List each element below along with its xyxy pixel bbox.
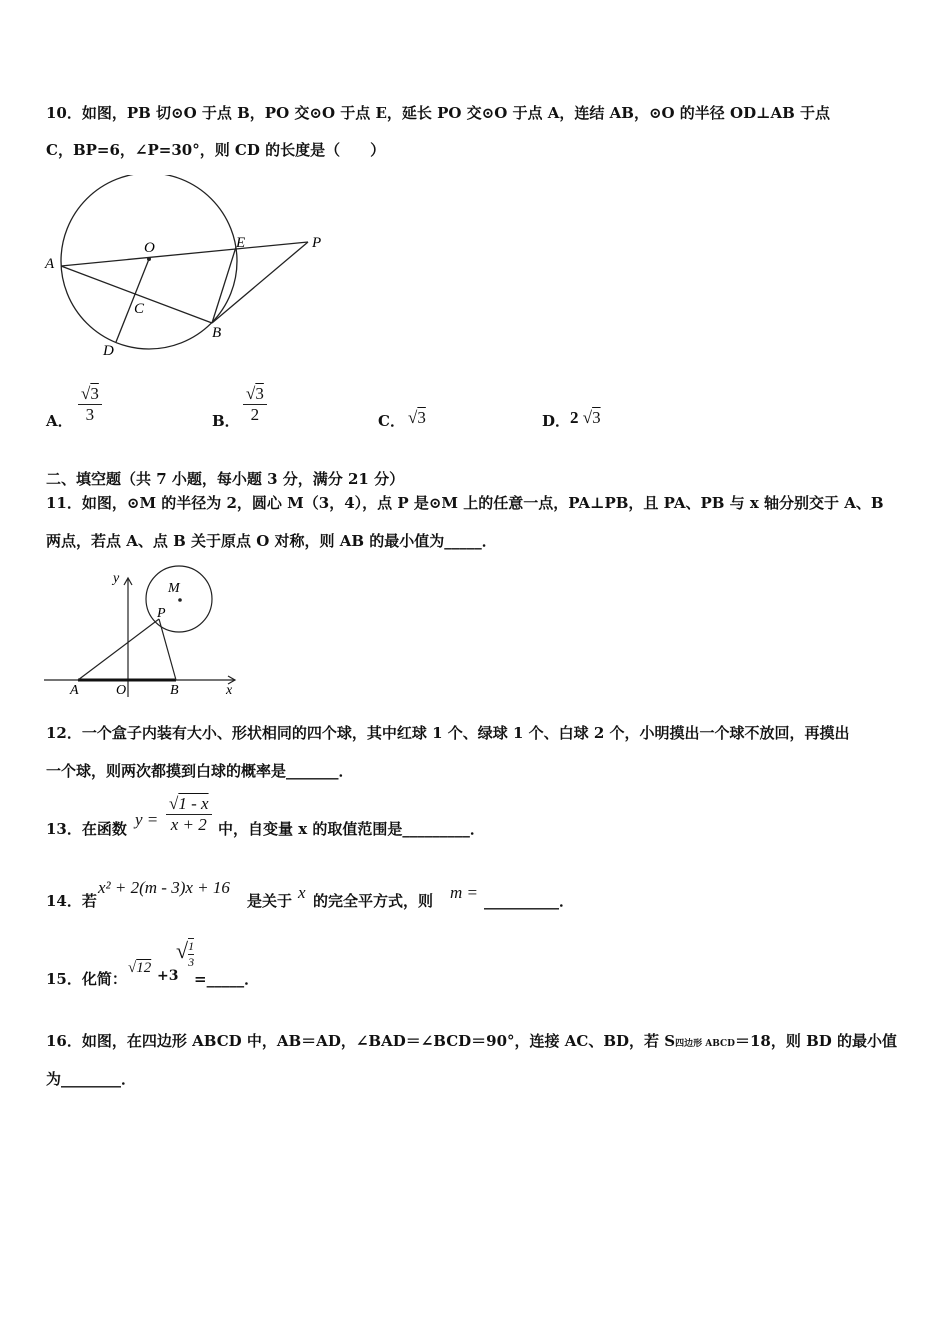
q11-text-line1: 11．如图，⊙M 的半径为 2，圆心 M（3，4），点 P 是⊙M 上的任意一点，PA⊥PB，且 PA、PB 与 x 轴分别交于 A、B [46, 494, 884, 512]
q15-fraction-radical: √ $\frac{1}{3}$ [176, 938, 195, 969]
q11-figure [40, 562, 245, 702]
q14-mid2: 的完全平方式，则 [313, 892, 434, 910]
label-B: B [212, 325, 222, 341]
label-x: x [226, 683, 233, 698]
label-O: O [144, 240, 155, 256]
q12-text-line2: 一个球，则两次都摸到白球的概率是_______． [46, 762, 354, 780]
label-D: D [103, 343, 114, 359]
option-a-fraction: $\frac{√3}{3}$ [78, 384, 102, 425]
q14-var: x [298, 883, 306, 902]
q10-text-line2: C，BP=6，∠P=30°，则 CD 的长度是（ ） [46, 141, 386, 159]
option-c-label: C． [378, 412, 405, 430]
label-P: P [157, 606, 166, 621]
label-O: O [116, 683, 127, 698]
q15-plus: +3 [157, 968, 179, 984]
label-C: C [134, 301, 145, 317]
q14-prefix: 14．若 [46, 892, 97, 910]
label-M: M [168, 581, 180, 596]
q15-prefix: 15．化简： [46, 970, 127, 988]
label-A: A [70, 683, 79, 698]
q16-text-line2: 为________． [46, 1070, 137, 1088]
q13-y: y = [135, 810, 159, 829]
label-A: A [45, 256, 55, 272]
q15-suffix: =_____． [194, 970, 260, 988]
q14-suffix: __________． [484, 892, 575, 910]
q13-suffix: 中，自变量 x 的取值范围是_________． [218, 820, 485, 838]
option-a-label: A． [46, 412, 73, 430]
section-heading: 二、填空题（共 7 小题，每小题 3 分，满分 21 分） [46, 470, 405, 488]
q13-fraction: $\frac{√1 - x}{x + 2}$ [166, 794, 212, 835]
option-d-value: 2 √3 [570, 408, 601, 427]
q10-text-line1: 10．如图，PB 切⊙O 于点 B，PO 交⊙O 于点 E，延长 PO 交⊙O 于点 A，连结 AB，⊙O 的半径 OD⊥AB 于点 [46, 104, 831, 122]
option-c-value: √3 [408, 408, 426, 427]
option-b-fraction: $\frac{√3}{2}$ [243, 384, 267, 425]
option-b-label: B． [212, 412, 240, 430]
q15-radical: √12 [128, 960, 152, 976]
option-d-label: D． [542, 412, 571, 430]
q16-text-line1: 16．如图，在四边形 ABCD 中，AB＝AD，∠BAD＝∠BCD＝90°，连接 AC、BD，若 S四边形 ABCD＝18，则 BD 的最小值 [46, 1032, 897, 1050]
q13-prefix: 13．在函数 [46, 820, 127, 838]
q16-subscript: 四边形 ABCD [675, 1039, 735, 1049]
q14-expression: x² + 2(m - 3)x + 16 [98, 878, 230, 897]
label-P: P [312, 235, 322, 251]
q14-m: m = [450, 883, 478, 902]
label-B: B [170, 683, 179, 698]
q14-mid1: 是关于 [247, 892, 293, 910]
q12-text-line1: 12．一个盒子内装有大小、形状相同的四个球，其中红球 1 个、绿球 1 个、白球 2 个，小明摸出一个球不放回，再摸出 [46, 724, 850, 742]
label-y: y [113, 571, 120, 586]
q11-text-line2: 两点，若点 A、点 B 关于原点 O 对称，则 AB 的最小值为_____． [46, 532, 497, 550]
label-E: E [236, 235, 246, 251]
q10-figure [40, 175, 330, 360]
